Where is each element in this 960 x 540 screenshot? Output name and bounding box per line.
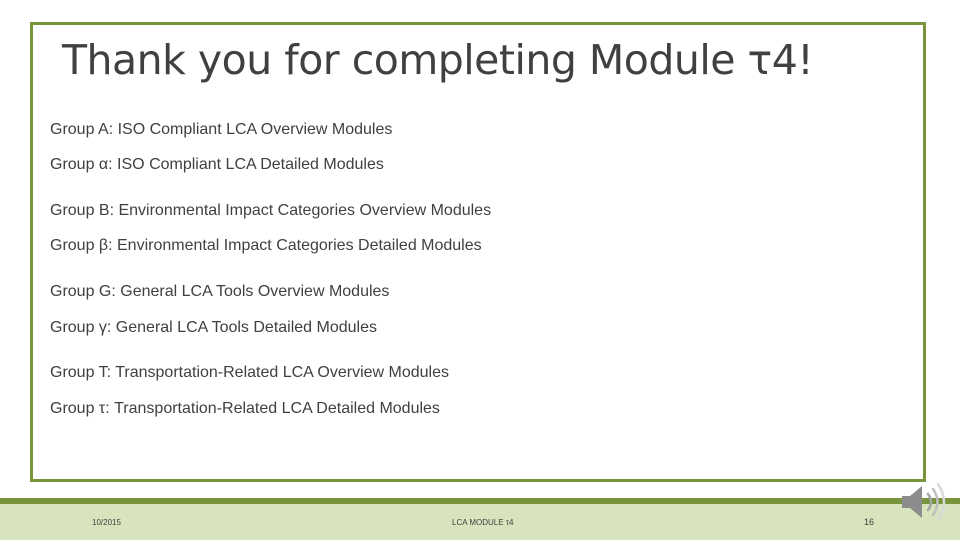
footer-date: 10/2015	[92, 518, 121, 527]
group-item-beta: Group β: Environmental Impact Categories Detailed Modules	[50, 237, 482, 254]
group-item-b: Group B: Environmental Impact Categories Overview Modules	[50, 202, 492, 219]
group-item-tau: Group τ: Transportation-Related LCA Detailed Modules	[50, 400, 440, 417]
speaker-icon[interactable]	[898, 480, 948, 526]
page-number: 16	[864, 517, 875, 527]
group-item-g: Group G: General LCA Tools Overview Modules	[50, 283, 390, 300]
slide-title: Thank you for completing Module τ4!	[62, 36, 814, 84]
group-item-a: Group A: ISO Compliant LCA Overview Modules	[50, 121, 393, 138]
footer-title: LCA MODULE τ4	[452, 518, 514, 527]
group-item-gamma: Group γ: General LCA Tools Detailed Modules	[50, 319, 377, 336]
group-item-t: Group T: Transportation-Related LCA Overview Modules	[50, 364, 450, 381]
group-item-alpha: Group α: ISO Compliant LCA Detailed Modules	[50, 156, 384, 173]
